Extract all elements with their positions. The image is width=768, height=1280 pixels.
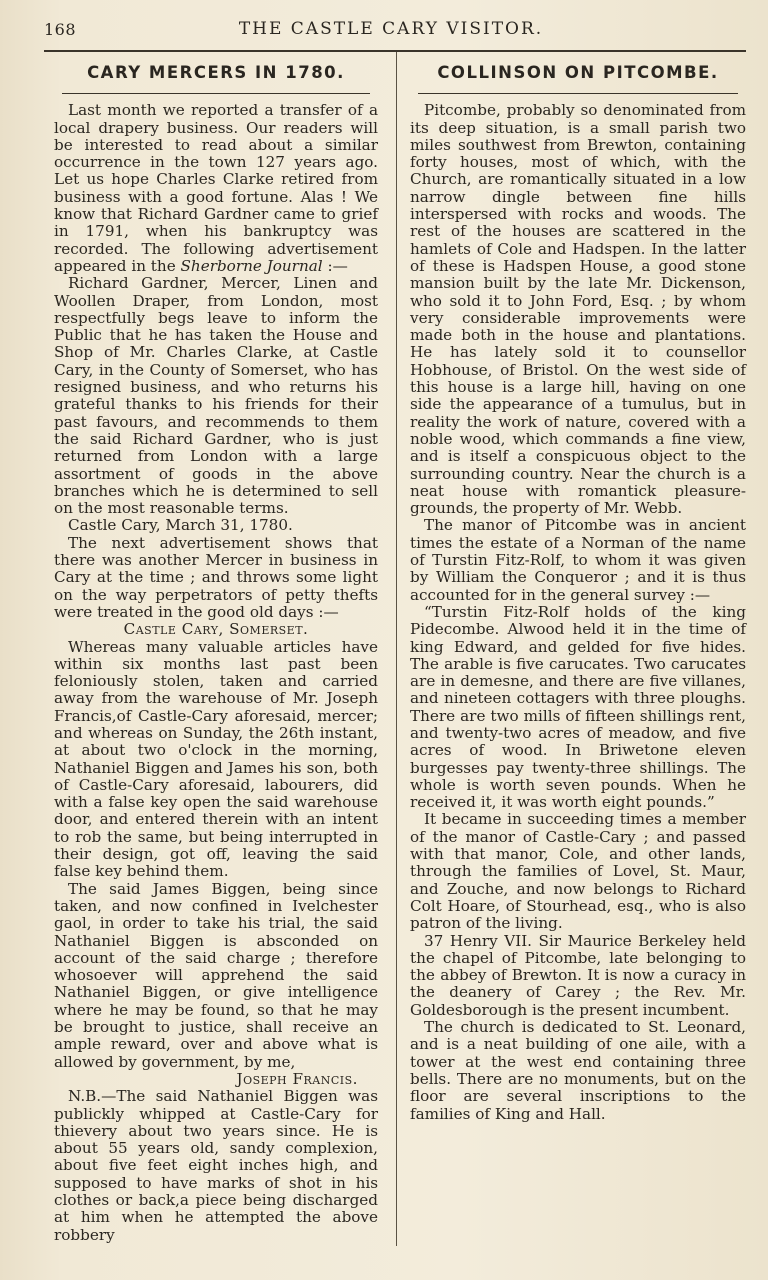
paragraph: N.B.—The said Nathaniel Biggen was publickly whipped at Castle-Cary for thievery about two years since. He is about 55 years old, sandy complexion, about five feet eight inches high, and supposed to have marks of shot in his clothes or back,a piece being discharged at him when he attempted the above robbery: [54, 1087, 378, 1244]
paragraph: The said James Biggen, being since taken, and now confined in Ivelchester gaol, in order to take his trial, the said Nathaniel Biggen is absconded on account of the said charge ; therefore whosoever will apprehend the said Nathaniel Biggen, or give intelligence where he may be found, so that he may be brought to justice, shall receive an ample reward, over and above what is allowed by government, by me,: [54, 879, 378, 1071]
running-title: THE CASTLE CARY VISITOR.: [238, 19, 544, 39]
paragraph: Pitcombe, probably so denominated from its deep situation, is a small parish two miles southwest from Brewton, containing forty houses, most of which, with the Church, are romantically situated in a low narrow dingle between fine hills interspersed with rocks and woods. The rest of the houses are scattered in the hamlets of Cole and Hadspen. In the latter of these is Hadspen House, a good stone mansion built by the late Mr. Dickenson, who sold it to John Ford, Esq. ; by whom very considerable improvements were made both in the house and plantations. He has lately sold it to counsellor Hobhouse, of Bristol. On the west side of this house is a large hill, having on one side the appearance of a tumulus, but in reality the work of nature, covered with a noble wood, which commands a fine view, and is itself a conspicuous object to the surrounding country. Near the church is a neat house with romantick pleasure-grounds, the property of Mr. Webb.: [410, 101, 746, 518]
left-column: [54, 56, 378, 1244]
signature-name: Joseph Francis.: [236, 1069, 358, 1088]
paragraph: “Turstin Fitz-Rolf holds of the king Pidecombe. Alwood held it in the time of king Edward, and gelded for five hides. The arable is five carucates. Two carucates are in demesne, and there are five villanes, and nineteen cottagers with three ploughs. There are two mills of fifteen shillings rent, and twenty-two acres of meadow, and five acres of wood. In Briwetone eleven burgesses pay twenty-three shillings. The whole is worth seven pounds. When he received it, it was worth eight pounds.”: [410, 602, 746, 812]
paragraph: Castle Cary, March 31, 1780.: [68, 516, 293, 535]
paragraph: 37 Henry VII. Sir Maurice Berkeley held the chapel of Pitcombe, late belonging to the abbey of Brewton. It is now a curacy in the deanery of Carey ; the Rev. Mr. Goldesborough is the present incumbent.: [410, 931, 746, 1019]
header-rule: [44, 50, 746, 52]
article-title-collinson: COLLINSON ON PITCOMBE.: [437, 63, 719, 82]
paragraph: It became in succeeding times a member of the manor of Castle-Cary ; and passed with that manor, Cole, and other lands, through the families of Lovel, St. Maur, and Zouche, and now belongs to Richard Colt Hoare, of Stourhead, esq., who is also patron of the living.: [410, 810, 746, 933]
title-rule: [418, 93, 738, 94]
paragraph: Last month we reported a transfer of a local drapery business. Our readers will be interested to read about a similar occurrence in the town 127 years ago. Let us hope Charles Clarke retired from business with a good fortune. Alas ! We know that Richard Gardner came to grief in 1791, when his bankruptcy was recorded. The following advertisement appeared in the Sherborne Journal :—: [54, 101, 378, 275]
article-title-cary-mercers: CARY MERCERS IN 1780.: [87, 63, 345, 82]
journal-name: Sherborne Journal: [180, 256, 323, 275]
paragraph-heading: Castle Cary, Somerset.: [123, 620, 309, 639]
paragraph: The next advertisement shows that there was another Mercer in business in Cary at the time ; and throws some light on the way perpetrators of petty thefts were treated in the good old days :—: [54, 533, 378, 621]
paragraph: Richard Gardner, Mercer, Linen and Woollen Draper, from London, most respectfully begs leave to inform the Public that he has taken the House and Shop of Mr. Charles Clarke, at Castle Cary, in the County of Somerset, who has resigned business, and who returns his grateful thanks to his friends for their past favours, and recommends to them the said Richard Gardner, who is just returned from London with a large assortment of goods in the above branches which he is determined to sell on the most reasonable terms.: [54, 274, 378, 518]
paragraph: The manor of Pitcombe was in ancient times the estate of a Norman of the name of Turstin Fitz-Rolf, to whom it was given by William the Conqueror ; and it is thus accounted for in the general survey :—: [410, 516, 746, 604]
title-rule: [62, 93, 370, 94]
paragraph: The church is dedicated to St. Leonard, and is a neat building of one aile, with a tower at the west end containing three bells. There are no monuments, but on the floor are several inscriptions to the families of King and Hall.: [410, 1018, 746, 1123]
page-header: [44, 14, 738, 44]
column-divider: [396, 52, 397, 1246]
right-column: [410, 56, 746, 1123]
paragraph: Whereas many valuable articles have within six months last past been feloniously stolen, taken and carried away from the warehouse of Mr. Joseph Francis,of Castle-Cary aforesaid, mercer; and whereas on Sunday, the 26th instant, at about two o'clock in the morning, Nathaniel Biggen and James his son, both of Castle-Cary aforesaid, labourers, did with a false key open the said warehouse door, and entered therein with an intent to rob the same, but being interrupted in their design, got off, leaving the said false key behind them.: [54, 637, 378, 881]
page-number: 168: [44, 20, 77, 39]
